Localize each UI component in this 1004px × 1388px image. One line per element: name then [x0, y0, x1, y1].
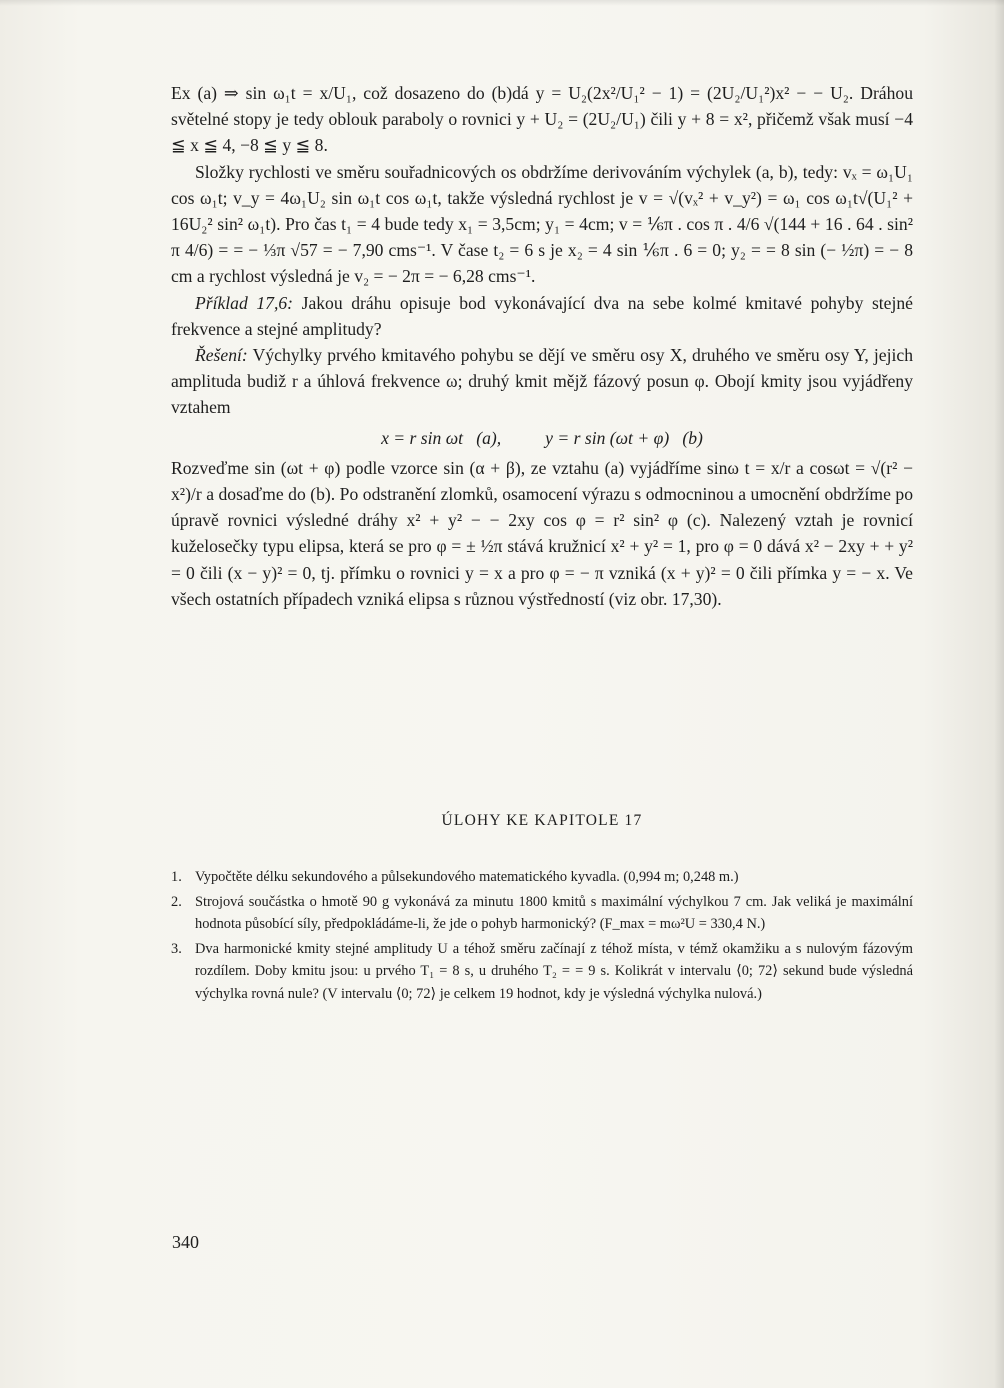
- solution-title: Řešení:: [195, 345, 248, 366]
- paragraph-parabola: Ex (a) ⇒ sin ω₁t = x/U₁, což dosazeno do (b)dá y = U₂(2x²/U₁² − 1) = (2U₂/U₁²)x² − − U₂. Dráhou světelné stopy je tedy oblouk paraboly o rovnici y + U₂ = (2U₂/U₁) čili y + 8 = x², přičemž však musí −4 ≦ x ≦ 4, −8 ≦ y ≦ 8.: [171, 83, 913, 156]
- example-title: Příklad 17,6:: [195, 292, 294, 313]
- exercise-number: 1.: [171, 869, 182, 885]
- exercise-item: [171, 866, 913, 889]
- solution-paragraph: [171, 342, 913, 421]
- exercise-text: Vypočtěte délku sekundového a půlsekundového matematického kyvadla. (0,994 m; 0,248 m.): [195, 869, 739, 885]
- example-17-6: [171, 290, 913, 342]
- page-top-shadow: [0, 0, 1004, 6]
- example-text: Jakou dráhu opisuje bod vykonávající dva na sebe kolmé kmitavé pohyby stejné frekvence a stejné amplitudy?: [171, 292, 913, 339]
- section-heading: ÚLOHY KE KAPITOLE 17: [441, 812, 643, 829]
- exercise-number: 2.: [171, 893, 182, 910]
- equation-ab: x = r sin ωt (a), y = r sin (ωt + φ) (b): [381, 427, 703, 448]
- solution-text: Výchylky prvého kmitavého pohybu se dějí ve směru osy X, druhého ve směru osy Y, jejich amplituda budiž r a úhlová frekvence ω; druhý kmit mějž fázový posun φ. Obojí kmity jsou vyjádřeny vztahem: [171, 345, 913, 418]
- exercise-item: [171, 891, 913, 936]
- exercise-text: Strojová součástka o hmotě 90 g vykonává za minutu 1800 kmitů s maximální výchylkou 7 cm. Jak veliká je maximální hodnota působící síly, předpokládáme-li, že jde o pohyb harmonický? (F_max = mω²U = 330,4 N.): [195, 893, 913, 932]
- page-number: 340: [172, 1232, 199, 1252]
- page-right-shadow: [994, 0, 1004, 1388]
- paragraph-velocity: Složky rychlosti ve směru souřadnicových os obdržíme derivováním výchylek (a, b), tedy: vₓ = ω₁U₁ cos ω₁t; v_y = 4ω₁U₂ sin ω₁t cos ω₁t, takže výsledná rychlost je v = √(vₓ² + v_y²) = ω₁ cos ω₁t√(U₁² + 16U₂² sin² ω₁t). Pro čas t₁ = 4 bude tedy x₁ = 3,5cm; y₁ = 4cm; v = ⅙π . cos π . 4/6 √(144 + 16 . 64 . sin² π 4/6) = = − ⅓π √57 = − 7,90 cms⁻¹. V čase t₂ = 6 s je x₂ = 4 sin ⅙π . 6 = 0; y₂ = = 8 sin (− ½π) = − 8 cm a rychlost výsledná je v₂ = − 2π = − 6,28 cms⁻¹.: [171, 161, 913, 287]
- exercise-text: Dva harmonické kmity stejné amplitudy U a téhož směru začínají z téhož místa, v témž okamžiku a s nulovým fázovým rozdílem. Doby kmitu jsou: u prvého T₁ = 8 s, u druhého T₂ = = 9 s. Kolikrát v intervalu ⟨0; 72⟩ sekund bude výsledná výchylka rovná nule? (V intervalu ⟨0; 72⟩ je celkem 19 hodnot, kdy je výsledná výchylka nulová.): [195, 940, 913, 1002]
- exercise-number: 3.: [171, 940, 182, 957]
- exercise-item: [171, 938, 913, 1006]
- main-text-block: [171, 80, 913, 612]
- paragraph-ellipse: Rozveďme sin (ωt + φ) podle vzorce sin (α + β), ze vztahu (a) vyjádříme sinω t = x/r a cosωt = √(r² − x²)/r a dosaďme do (b). Po odstranění zlomků, osamocení výrazu s odmocninou a umocnění obdržíme po úpravě rovnici výsledné dráhy x² + y² − − 2xy cos φ = r² sin² φ (c). Nalezený vztah je rovnicí kuželosečky typu elipsa, která se pro φ = ± ½π stává kružnicí x² + y² = 1, pro φ = 0 dává x² − 2xy + + y² = 0 čili (x − y)² = 0, tj. přímku o rovnici y = x a pro φ = − π vzniká (x + y)² = 0 čili přímka y = − x. Ve všech ostatních případech vzniká elipsa s různou výstředností (viz obr. 17,30).: [171, 457, 913, 609]
- exercise-list: [171, 866, 913, 1007]
